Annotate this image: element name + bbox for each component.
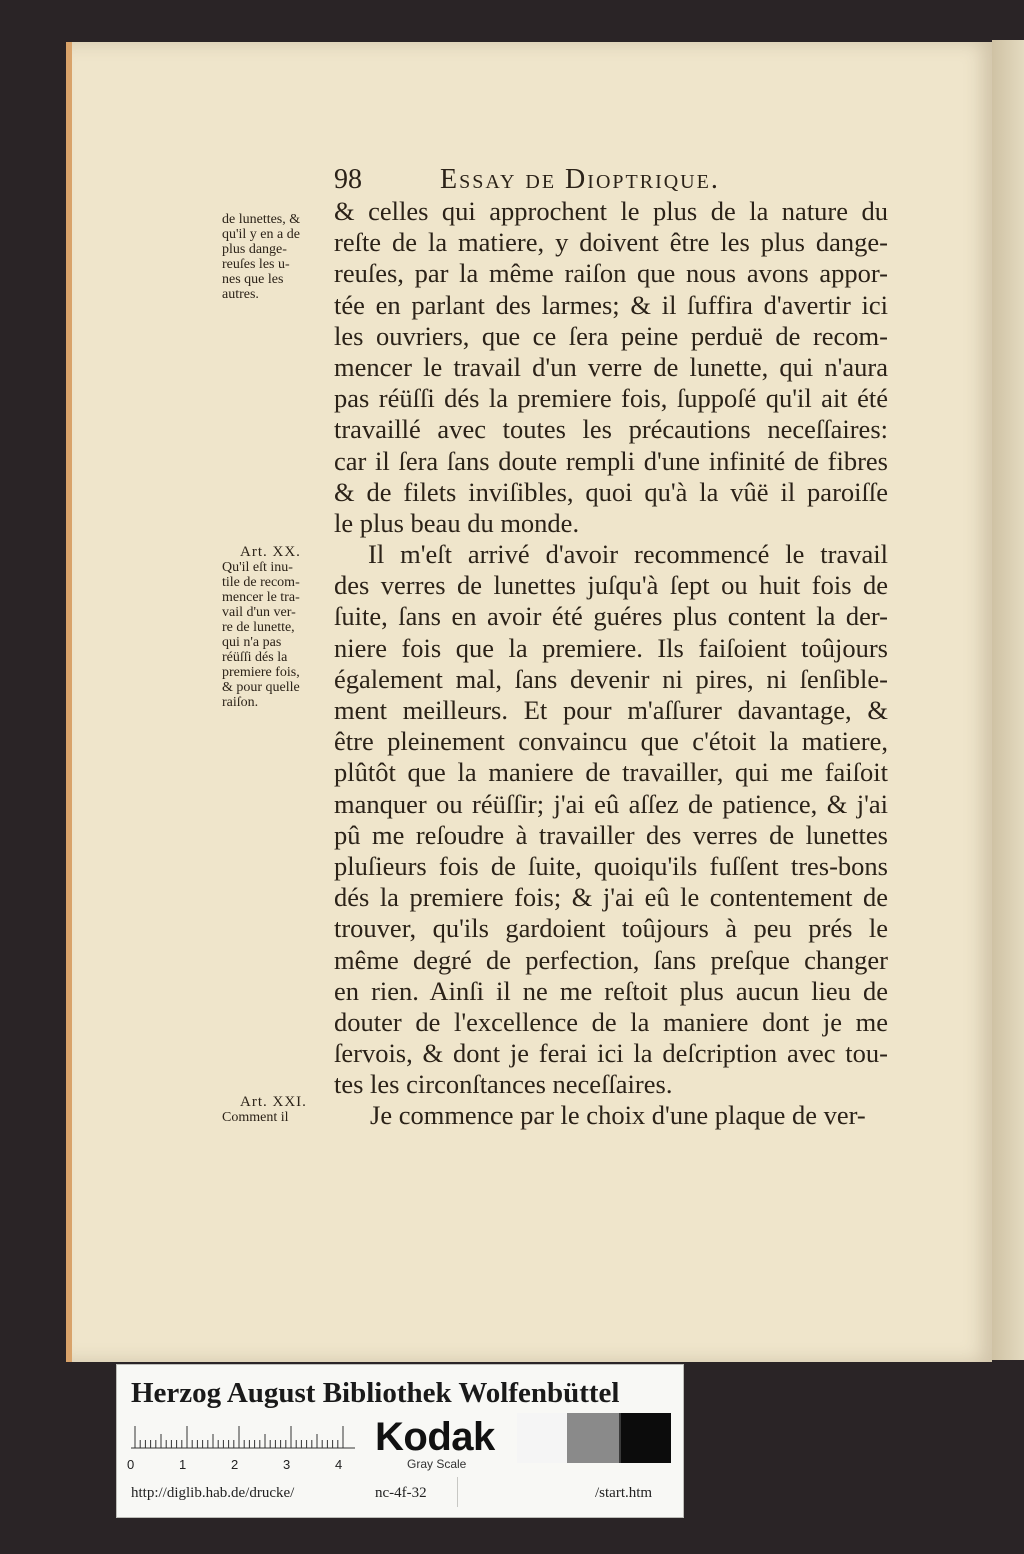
margin-note-line: re de lunette, <box>222 620 295 635</box>
margin-note-line: de lunettes, & <box>222 212 301 227</box>
text-line: reſte de la matiere, y doivent être les plus dange- <box>334 227 888 258</box>
margin-note-line: reuſes les u- <box>222 257 290 272</box>
article-heading-xx: Art. XX. <box>240 544 301 560</box>
ruler-number: 2 <box>231 1457 239 1472</box>
text-line: tée en parlant des larmes; & il ſuffira d'avertir ici <box>334 289 888 320</box>
ruler-number: 0 <box>127 1457 135 1472</box>
gray-swatch <box>517 1413 567 1463</box>
running-title: Essay de Dioptrique. <box>440 164 720 195</box>
text-line: en rien. Ainſi il ne me reſtoit plus aucun lieu de <box>334 975 888 1006</box>
margin-note-line: & pour quelle <box>222 680 300 695</box>
margin-note-2 <box>222 545 301 710</box>
measurement-ruler <box>131 1421 355 1449</box>
text-line: douter de l'excellence de la maniere dont je me <box>334 1006 888 1037</box>
library-name: Herzog August Bibliothek Wolfenbüttel <box>131 1377 620 1409</box>
text-line: les ouvriers, que ce ſera peine perduë de recom- <box>334 320 888 351</box>
gray-swatch <box>567 1413 619 1463</box>
text-line: même degré de perfection, ſans preſque changer <box>334 944 888 975</box>
margin-note-line: vail d'un ver- <box>222 605 296 620</box>
body-text <box>334 196 888 1132</box>
text-line: niere fois que la premiere. Ils faiſoient toûjours <box>334 632 888 663</box>
text-line: Je commence par le choix d'une plaque de ver- <box>370 1100 866 1131</box>
url-divider <box>457 1477 458 1507</box>
margin-note-1 <box>222 212 300 302</box>
margin-note-line: mencer le tra- <box>222 590 300 605</box>
text-line: trouver, qu'ils gardoient toûjours à peu prés le <box>334 913 888 944</box>
text-line: car il ſera ſans doute rempli d'une infinité de fibres <box>334 445 888 476</box>
margin-note-line: tile de recom- <box>222 575 300 590</box>
margin-note-line: réüſſi dés la <box>222 650 288 665</box>
text-line: des verres de lunettes juſqu'à ſept ou huit fois de <box>334 570 888 601</box>
text-line: ſuite, ſans en avoir été guéres plus content la der- <box>334 601 888 632</box>
archive-color-card <box>116 1364 684 1518</box>
text-line: ment meilleurs. Et pour m'aſſurer davantage, & <box>334 695 888 725</box>
text-line: pas réüſſi dés la premiere fois, ſuppoſé qu'il ait été <box>334 383 888 414</box>
margin-note-line: qui n'a pas <box>222 635 282 650</box>
text-line: ſervois, & dont je ferai ici la deſcription avec tou- <box>334 1038 888 1069</box>
text-line: travaillé avec toutes les précautions neceſſaires: <box>334 414 888 445</box>
margin-note-line: raiſon. <box>222 695 259 710</box>
text-line: également mal, ſans devenir ni pires, ni ſenſible- <box>334 663 888 694</box>
kodak-logo: Kodak <box>375 1415 495 1459</box>
article-heading-xxi: Art. XXI. <box>240 1094 307 1110</box>
facing-page-edge <box>992 40 1024 1360</box>
margin-note-3 <box>222 1095 307 1125</box>
gray-swatch <box>621 1413 671 1463</box>
text-line: tes les circonſtances neceſſaires. <box>334 1069 673 1100</box>
text-line: mencer le travail d'un verre de lunette, qui n'aura <box>334 351 888 382</box>
text-line: & de filets inviſibles, quoi qu'à la vûë il paroiſſe <box>334 476 888 507</box>
ruler-number: 1 <box>179 1457 187 1472</box>
ruler-number: 4 <box>335 1457 343 1472</box>
margin-note-line: premiere fois, <box>222 665 300 680</box>
text-line: le plus beau du monde. <box>334 507 580 538</box>
margin-note-line: nes que les <box>222 272 284 287</box>
page-header <box>334 164 894 198</box>
text-line: plûtôt que la maniere de travailler, qui me faiſoit <box>334 757 888 788</box>
text-line: & celles qui approchent le plus de la nature du <box>334 196 888 226</box>
margin-note-line: autres. <box>222 287 259 302</box>
url-base: http://diglib.hab.de/drucke/ <box>131 1485 295 1501</box>
text-line: manquer ou réüſſir; j'ai eû aſſez de patience, & j'ai <box>334 788 888 819</box>
margin-note-line: Comment il <box>222 1110 289 1125</box>
margin-note-line: plus dange- <box>222 242 287 257</box>
margin-note-line: Qu'il eſt inu- <box>222 560 293 575</box>
text-line: dés la premiere fois; & j'ai eû le contentement de <box>334 882 888 913</box>
page-number: 98 <box>334 164 362 195</box>
margin-note-line: qu'il y en a de <box>222 227 300 242</box>
text-line: pluſieurs fois de ſuite, quoiqu'ils fuſſent tres-bons <box>334 850 888 881</box>
text-line: pû me reſoudre à travailler des verres de lunettes <box>334 819 888 850</box>
text-line: être pleinement convaincu que c'étoit la matiere, <box>334 726 888 757</box>
ruler-number: 3 <box>283 1457 291 1472</box>
shelfmark: nc-4f-32 <box>375 1485 427 1501</box>
text-line: reuſes, par la même raiſon que nous avons appor- <box>334 258 888 289</box>
gray-scale-label: Gray Scale <box>407 1457 467 1471</box>
url-suffix: /start.htm <box>595 1485 653 1501</box>
text-line: Il m'eſt arrivé d'avoir recommencé le travail <box>368 539 888 570</box>
